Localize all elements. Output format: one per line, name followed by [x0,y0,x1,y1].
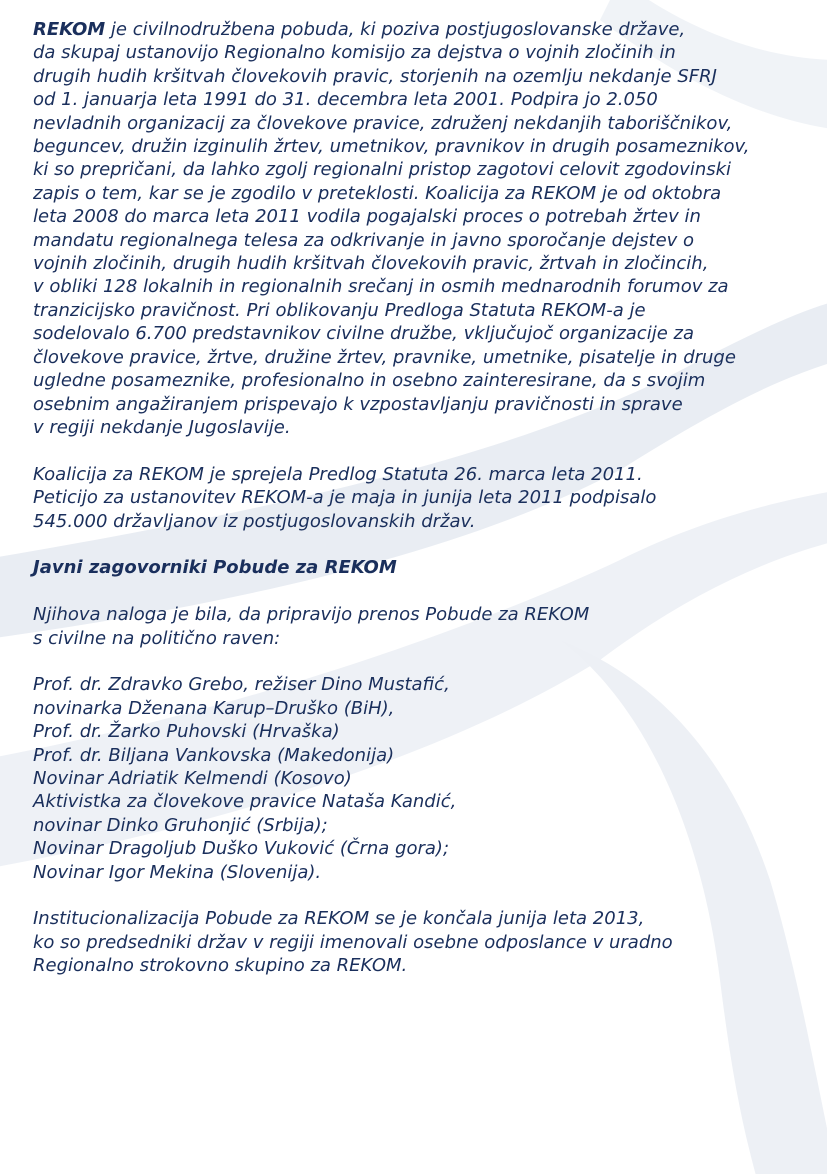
intro-line: od 1. januarja leta 1991 do 31. decembra leta 2001. Podpira jo 2.050 [33,89,658,111]
coalition-line: 545.000 državljanov iz postjugoslovanskih držav. [33,510,476,532]
coalition-line: Peticijo za ustanovitev REKOM-a je maja in junija leta 2011 podpisalo [33,487,657,509]
intro-line: drugih hudih kršitvah človekovih pravic, storjenih na ozemlju nekdanje SFRJ [33,65,717,87]
advocate-entry: Novinar Adriatik Kelmendi (Kosovo) [33,767,352,789]
coalition-paragraph [33,463,813,533]
intro-line: da skupaj ustanovijo Regionalno komisijo za dejstva o vojnih zločinih in [33,42,676,64]
intro-line: človekove pravice, žrtve, družine žrtev, pravnike, umetnike, pisatelje in druge [33,346,736,368]
intro-line: v obliki 128 lokalnih in regionalnih srečanj in osmih mednarodnih forumov za [33,276,729,298]
paragraph-gap [33,533,813,556]
intro-line: v regiji nekdanje Jugoslavije. [33,416,291,438]
intro-line: beguncev, družin izginulih žrtev, umetnikov, pravnikov in drugih posameznikov, [33,136,750,158]
paragraph-gap [33,650,813,673]
intro-line: leta 2008 do marca leta 2011 vodila pogajalski proces o potrebah žrtev in [33,206,701,228]
advocate-entry: Novinar Dragoljub Duško Vuković (Črna gora); [33,838,450,860]
advocates-heading: Javni zagovorniki Pobude za REKOM [33,557,397,579]
advocate-entry: Prof. dr. Zdravko Grebo, režiser Dino Mustafić, [33,674,450,696]
intro-line: vojnih zločinih, drugih hudih kršitvah človekovih pravic, žrtvah in zločincih, [33,253,709,275]
document-page [33,18,813,978]
intro-line: osebnim angažiranjem prispevajo k vzpostavljanju pravičnosti in sprave [33,393,683,415]
advocate-entry: Novinar Igor Mekina (Slovenija). [33,861,322,883]
rekom-lead: REKOM [33,19,106,40]
advocate-entry: Aktivistka za človekove pravice Nataša Kandić, [33,791,457,813]
intro-first-rest: je civilnodružbena pobuda, ki poziva postjugoslovanske države, [105,19,686,40]
task-line: Njihova naloga je bila, da pripravijo prenos Pobude za REKOM [33,604,590,626]
coalition-line: Koalicija za REKOM je sprejela Predlog Statuta 26. marca leta 2011. [33,463,643,485]
advocates-task-paragraph [33,603,813,650]
advocate-entry: Prof. dr. Biljana Vankovska (Makedonija) [33,744,395,766]
intro-line: mandatu regionalnega telesa za odkrivanje in javno sporočanje dejstev o [33,229,695,251]
advocate-entry: novinarka Dženana Karup–Druško (BiH), [33,697,395,719]
advocate-entry: Prof. dr. Žarko Puhovski (Hrvaška) [33,721,340,743]
intro-line: nevladnih organizacij za človekove pravice, združenj nekdanjih taboriščnikov, [33,112,733,134]
intro-first-line [33,18,813,41]
advocates-list [33,673,813,884]
intro-line: tranzicijsko pravičnost. Pri oblikovanju Predloga Statuta REKOM-a je [33,299,646,321]
closing-line: Regionalno strokovno skupino za REKOM. [33,955,408,977]
closing-line: Institucionalizacija Pobude za REKOM se je končala junija leta 2013, [33,908,645,930]
intro-line: sodelovalo 6.700 predstavnikov civilne družbe, vključujoč organizacije za [33,323,694,345]
closing-line: ko so predsedniki držav v regiji imenovali osebne odposlance v uradno [33,931,673,953]
intro-line: ki so prepričani, da lahko zgolj regionalni pristop zagotovi celovit zgodovinski [33,159,732,181]
intro-line: ugledne posameznike, profesionalno in osebno zainteresirane, da s svojim [33,370,706,392]
intro-paragraph [33,18,813,439]
task-line: s civilne na politično raven: [33,627,281,649]
advocate-entry: novinar Dinko Gruhonjić (Srbija); [33,814,328,836]
closing-paragraph [33,907,813,977]
paragraph-gap [33,439,813,462]
paragraph-gap [33,580,813,603]
intro-line: zapis o tem, kar se je zgodilo v preteklosti. Koalicija za REKOM je od oktobra [33,182,722,204]
paragraph-gap [33,884,813,907]
